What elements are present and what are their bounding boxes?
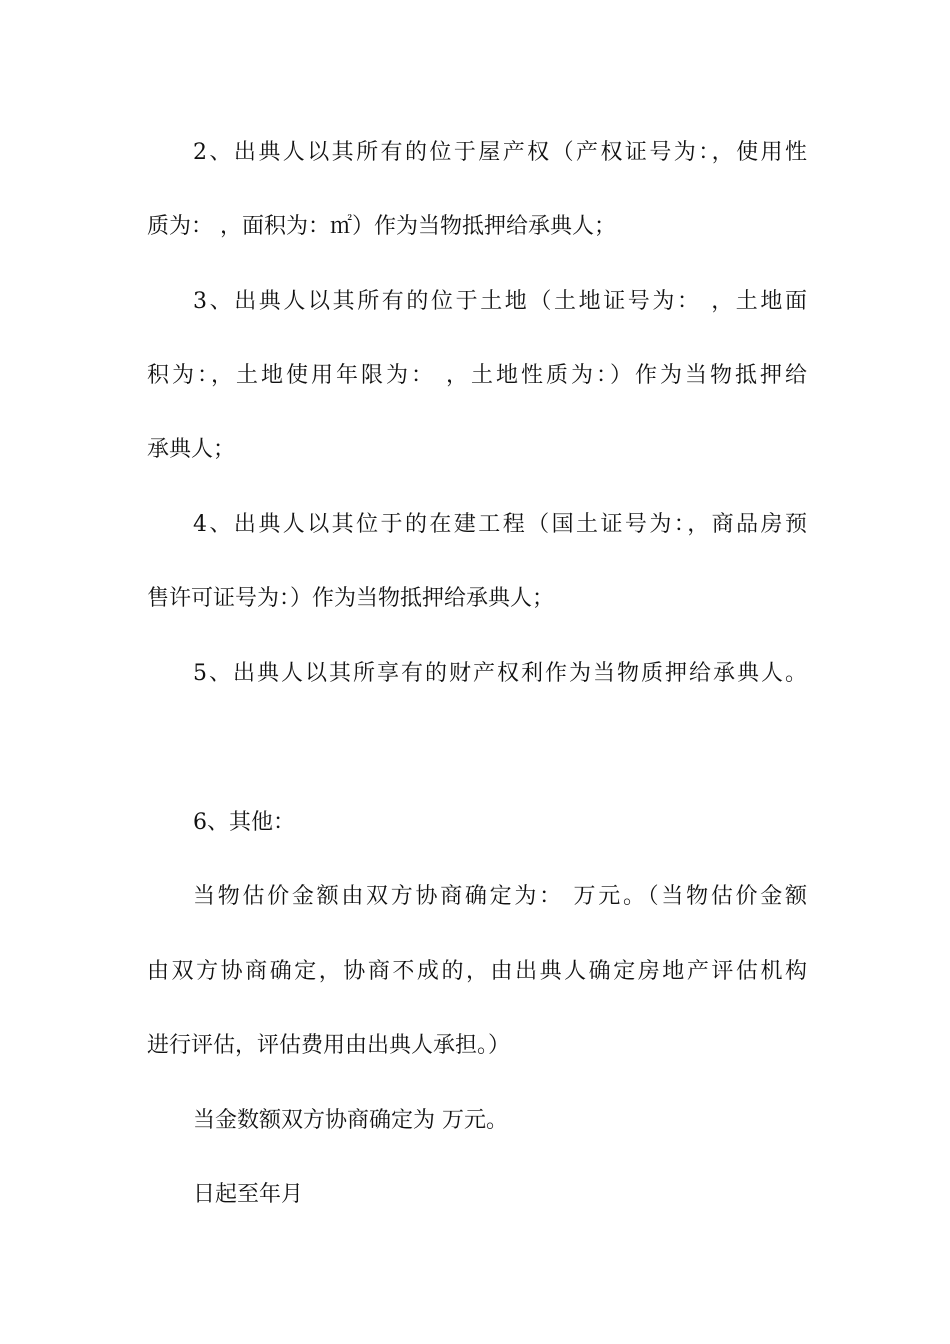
clause-4-line-1: 4、出典人以其位于的在建工程（国土证号为：，商品房预 <box>193 512 807 537</box>
clause-4-line-2: 售许可证号为：）作为当物抵押给承典人； <box>147 586 555 611</box>
valuation-line-3: 进行评估，评估费用由出典人承担。） <box>147 1033 511 1058</box>
clause-3-line-3: 承典人； <box>147 437 236 462</box>
clause-2-line-2: 质为： ，面积为：㎡）作为当物抵押给承典人； <box>147 214 616 239</box>
clause-3-line-1: 3、出典人以其所有的位于土地（土地证号为： ，土地面 <box>193 289 807 314</box>
clause-6-heading: 6、其他： <box>193 810 295 835</box>
clause-2-line-1: 2、出典人以其所有的位于屋产权（产权证号为：，使用性 <box>193 140 807 165</box>
clause-3-line-2: 积为：，土地使用年限为： ，土地性质为：）作为当物抵押给 <box>147 363 807 388</box>
valuation-line-1: 当物估价金额由双方协商确定为： 万元。（当物估价金额 <box>193 884 807 909</box>
valuation-line-2: 由双方协商确定，协商不成的，由出典人确定房地产评估机构 <box>147 959 807 984</box>
term-line: 日起至年月 <box>193 1182 304 1207</box>
clause-5-line-1: 5、出典人以其所享有的财产权利作为当物质押给承典人。 <box>193 661 807 686</box>
pawn-amount-line: 当金数额双方协商确定为 万元。 <box>193 1108 508 1133</box>
